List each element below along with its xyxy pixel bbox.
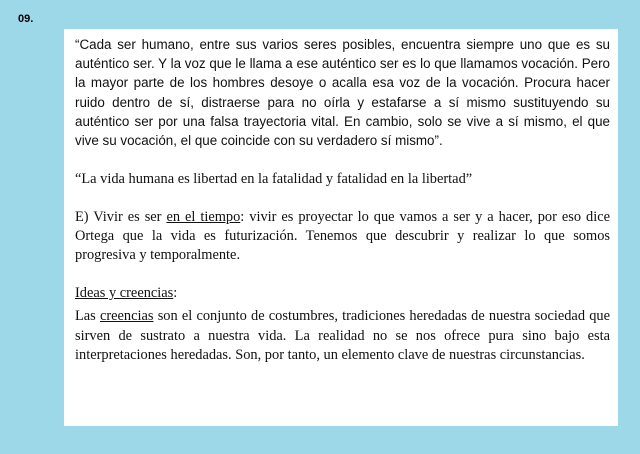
paragraph-e-prefix: E) Vivir es ser xyxy=(75,208,167,225)
paragraph-creencias xyxy=(75,307,610,365)
quote-vocacion: “Cada ser humano, entre sus varios seres posibles, encuentra siempre uno que es su auténtico ser. Y la voz que le llama a ese auténtico ser es lo que llamamos vocación. Pero la mayor parte de los hombres desoye o acalla esa voz de la vocación. Procura hacer ruido dentro de sí, distraerse para no oírla y estafarse a sí mismo sustituyendo su auténtico ser por una falsa trayectoria vital. En cambio, solo se vive a sí mismo, el que vive su vocación, el que coincide con su verdadero sí mismo”. xyxy=(75,37,610,149)
paragraph-creencias-prefix: Las xyxy=(75,308,100,325)
heading-colon: : xyxy=(173,284,178,301)
underlined-creencias: creencias xyxy=(99,308,154,325)
quote-libertad: “La vida humana es libertad en la fatalidad y fatalidad en la libertad” xyxy=(75,171,473,188)
heading-ideas-y-creencias: Ideas y creencias xyxy=(75,284,174,301)
section-heading-ideas xyxy=(75,284,610,303)
paragraph-vivir-en-el-tiempo xyxy=(75,208,610,266)
paragraph-creencias-rest: son el conjunto de costumbres, tradiciones heredadas de nuestra sociedad que sirven de sustrato a nuestra vida. La realidad no se nos ofrece pura sino bajo esta interpretaciones heredadas. Son, por tanto, un elemento clave de nuestras circunstancias. xyxy=(75,308,610,364)
document-page xyxy=(64,29,618,426)
paragraph-e-rest: : vivir es proyectar lo que vamos a ser y a hacer, por eso dice Ortega que la vida es futurización. Tenemos que descubrir y realizar lo que somos progresiva y temporalmente. xyxy=(75,208,610,264)
underlined-en-el-tiempo: en el tiempo xyxy=(166,208,241,225)
page-number: 09. xyxy=(18,13,34,25)
